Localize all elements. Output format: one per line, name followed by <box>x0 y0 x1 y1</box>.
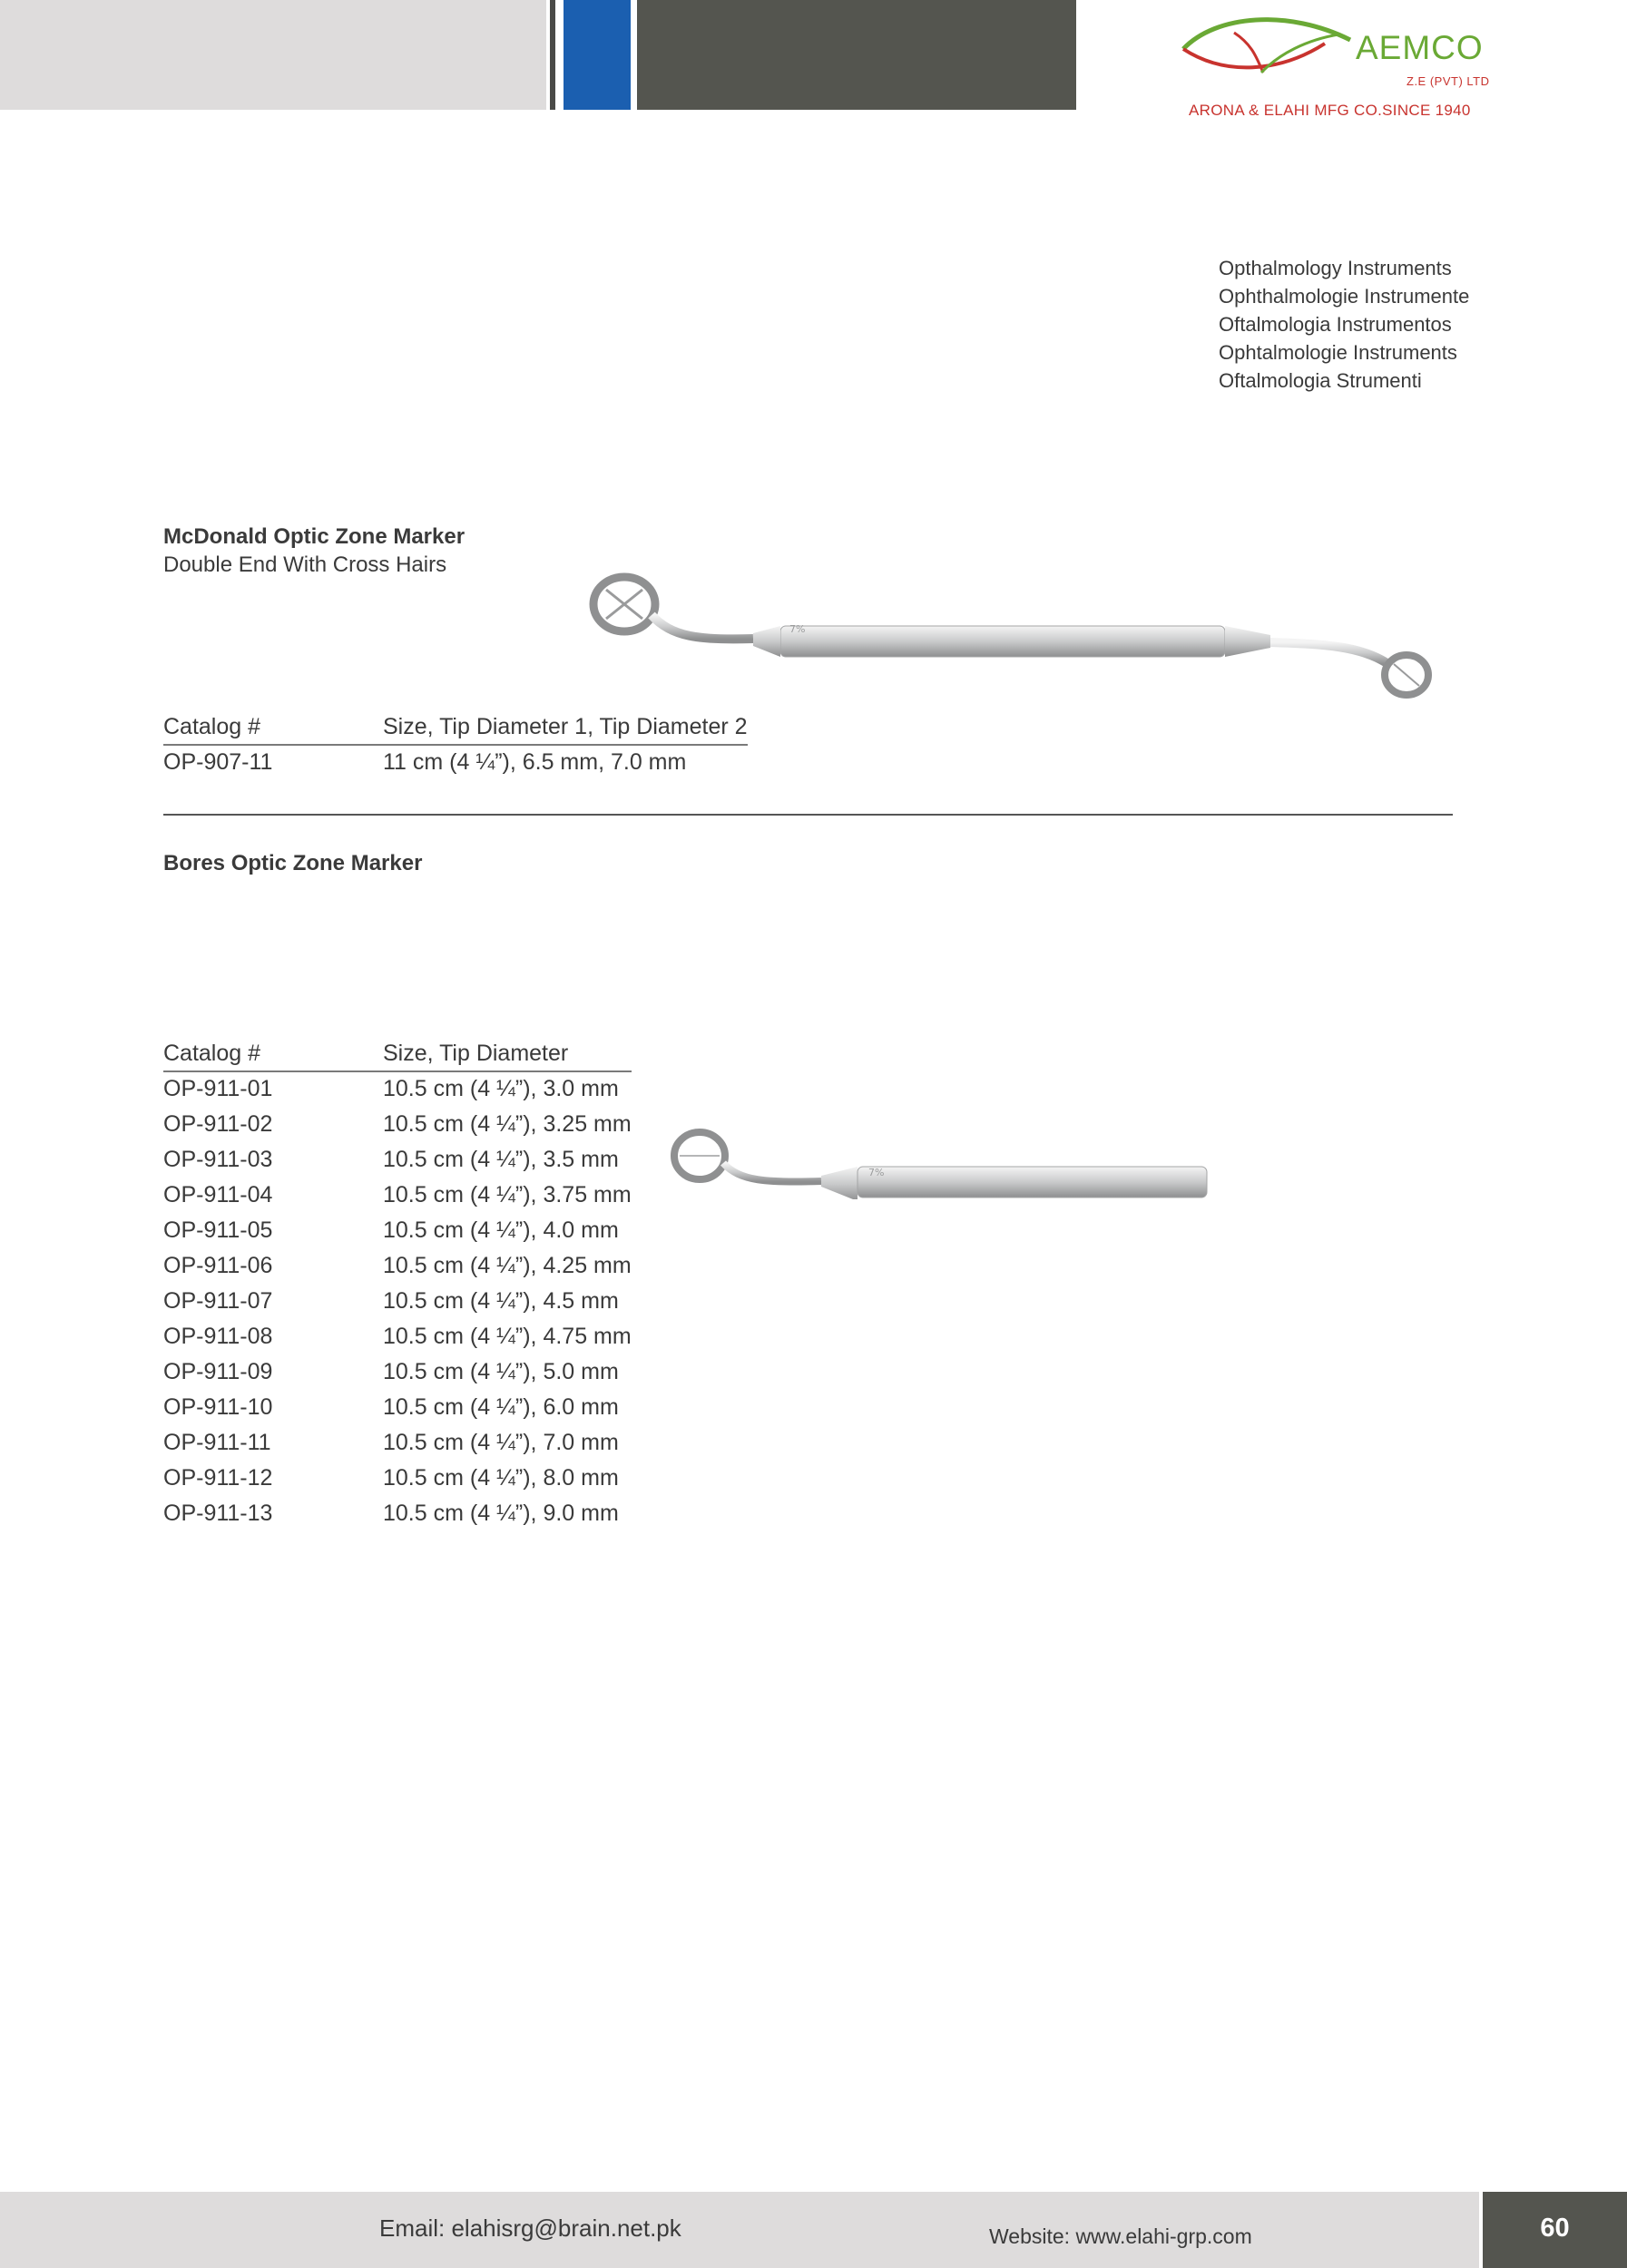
catalog-number: OP-911-06 <box>163 1253 273 1278</box>
footer-bar <box>0 2192 1479 2268</box>
size-spec: 10.5 cm (4 ¼”), 4.25 mm <box>383 1253 632 1278</box>
catalog-number: OP-911-13 <box>163 1501 273 1526</box>
catalog-number: OP-911-10 <box>163 1394 273 1420</box>
table-row <box>163 1288 632 1324</box>
size-spec: 10.5 cm (4 ¼”), 3.5 mm <box>383 1147 619 1172</box>
catalog-number: OP-911-04 <box>163 1182 273 1207</box>
brand-sub: Z.E (PVT) LTD <box>1406 74 1490 88</box>
category-item: Oftalmologia Instrumentos <box>1219 313 1452 336</box>
table-row <box>163 1430 632 1465</box>
svg-text:7%: 7% <box>868 1167 885 1178</box>
table-row <box>163 745 748 785</box>
brand-tagline: ARONA & ELAHI MFG CO.SINCE 1940 <box>1189 102 1471 119</box>
catalog-number: OP-911-07 <box>163 1288 273 1314</box>
size-spec: 10.5 cm (4 ¼”), 4.5 mm <box>383 1288 619 1314</box>
size-spec: 10.5 cm (4 ¼”), 3.25 mm <box>383 1111 632 1137</box>
size-spec: 10.5 cm (4 ¼”), 4.75 mm <box>383 1324 632 1349</box>
table-row <box>163 1182 632 1217</box>
size-spec: 10.5 cm (4 ¼”), 4.0 mm <box>383 1217 619 1243</box>
category-list <box>1219 254 1469 395</box>
column-header-size: Size, Tip Diameter 1, Tip Diameter 2 <box>383 702 748 745</box>
brand-name: AEMCO <box>1356 29 1484 66</box>
header-bar-blue <box>564 0 631 110</box>
column-header-catalog: Catalog # <box>163 702 383 745</box>
size-spec: 10.5 cm (4 ¼”), 8.0 mm <box>383 1465 619 1491</box>
category-item: Opthalmology Instruments <box>1219 257 1452 279</box>
page-number: 60 <box>1540 2214 1570 2243</box>
double-end-marker-image <box>581 564 1452 700</box>
product2-table <box>163 1029 632 1536</box>
size-spec: 10.5 cm (4 ¼”), 3.75 mm <box>383 1182 632 1207</box>
header-bar-strip <box>550 0 555 110</box>
table-row <box>163 1111 632 1147</box>
header-bar-light <box>0 0 546 110</box>
size-spec: 10.5 cm (4 ¼”), 6.0 mm <box>383 1394 619 1420</box>
table-row <box>163 1147 632 1182</box>
section-divider <box>163 814 1453 816</box>
table-row <box>163 1253 632 1288</box>
catalog-number: OP-911-11 <box>163 1430 271 1455</box>
table-row <box>163 1394 632 1430</box>
product1-table <box>163 702 748 785</box>
single-end-marker-image <box>667 1118 1456 1199</box>
table-row <box>163 1324 632 1359</box>
catalog-number: OP-911-08 <box>163 1324 273 1349</box>
catalog-number: OP-907-11 <box>163 749 273 775</box>
product2-title: Bores Optic Zone Marker <box>163 851 423 875</box>
table-row <box>163 1501 632 1536</box>
product1-subtitle: Double End With Cross Hairs <box>163 552 447 577</box>
table-row <box>163 1359 632 1394</box>
catalog-number: OP-911-09 <box>163 1359 273 1384</box>
catalog-number: OP-911-05 <box>163 1217 273 1243</box>
header-bar-dark <box>637 0 1076 110</box>
size-spec: 10.5 cm (4 ¼”), 5.0 mm <box>383 1359 619 1384</box>
product1-title: McDonald Optic Zone Marker <box>163 524 466 549</box>
table-row <box>163 1465 632 1501</box>
catalog-number: OP-911-03 <box>163 1147 273 1172</box>
table-row <box>163 1217 632 1253</box>
aemco-logo-icon <box>1180 13 1352 76</box>
size-spec: 10.5 cm (4 ¼”), 3.0 mm <box>383 1076 619 1101</box>
category-item: Ophthalmologie Instrumente <box>1219 285 1470 308</box>
footer-email[interactable]: Email: elahisrg@brain.net.pk <box>379 2214 681 2242</box>
column-header-catalog: Catalog # <box>163 1029 383 1071</box>
column-header-size: Size, Tip Diameter <box>383 1029 632 1071</box>
category-item: Ophtalmologie Instruments <box>1219 341 1457 364</box>
category-item: Oftalmologia Strumenti <box>1219 369 1422 392</box>
size-spec: 11 cm (4 ¼”), 6.5 mm, 7.0 mm <box>383 749 687 775</box>
size-spec: 10.5 cm (4 ¼”), 9.0 mm <box>383 1501 619 1526</box>
footer-website[interactable]: Website: www.elahi-grp.com <box>989 2224 1252 2248</box>
catalog-number: OP-911-02 <box>163 1111 273 1137</box>
catalog-number: OP-911-01 <box>163 1076 273 1101</box>
table-row <box>163 1071 632 1111</box>
catalog-number: OP-911-12 <box>163 1465 273 1491</box>
size-spec: 10.5 cm (4 ¼”), 7.0 mm <box>383 1430 619 1455</box>
svg-text:7%: 7% <box>789 623 806 635</box>
